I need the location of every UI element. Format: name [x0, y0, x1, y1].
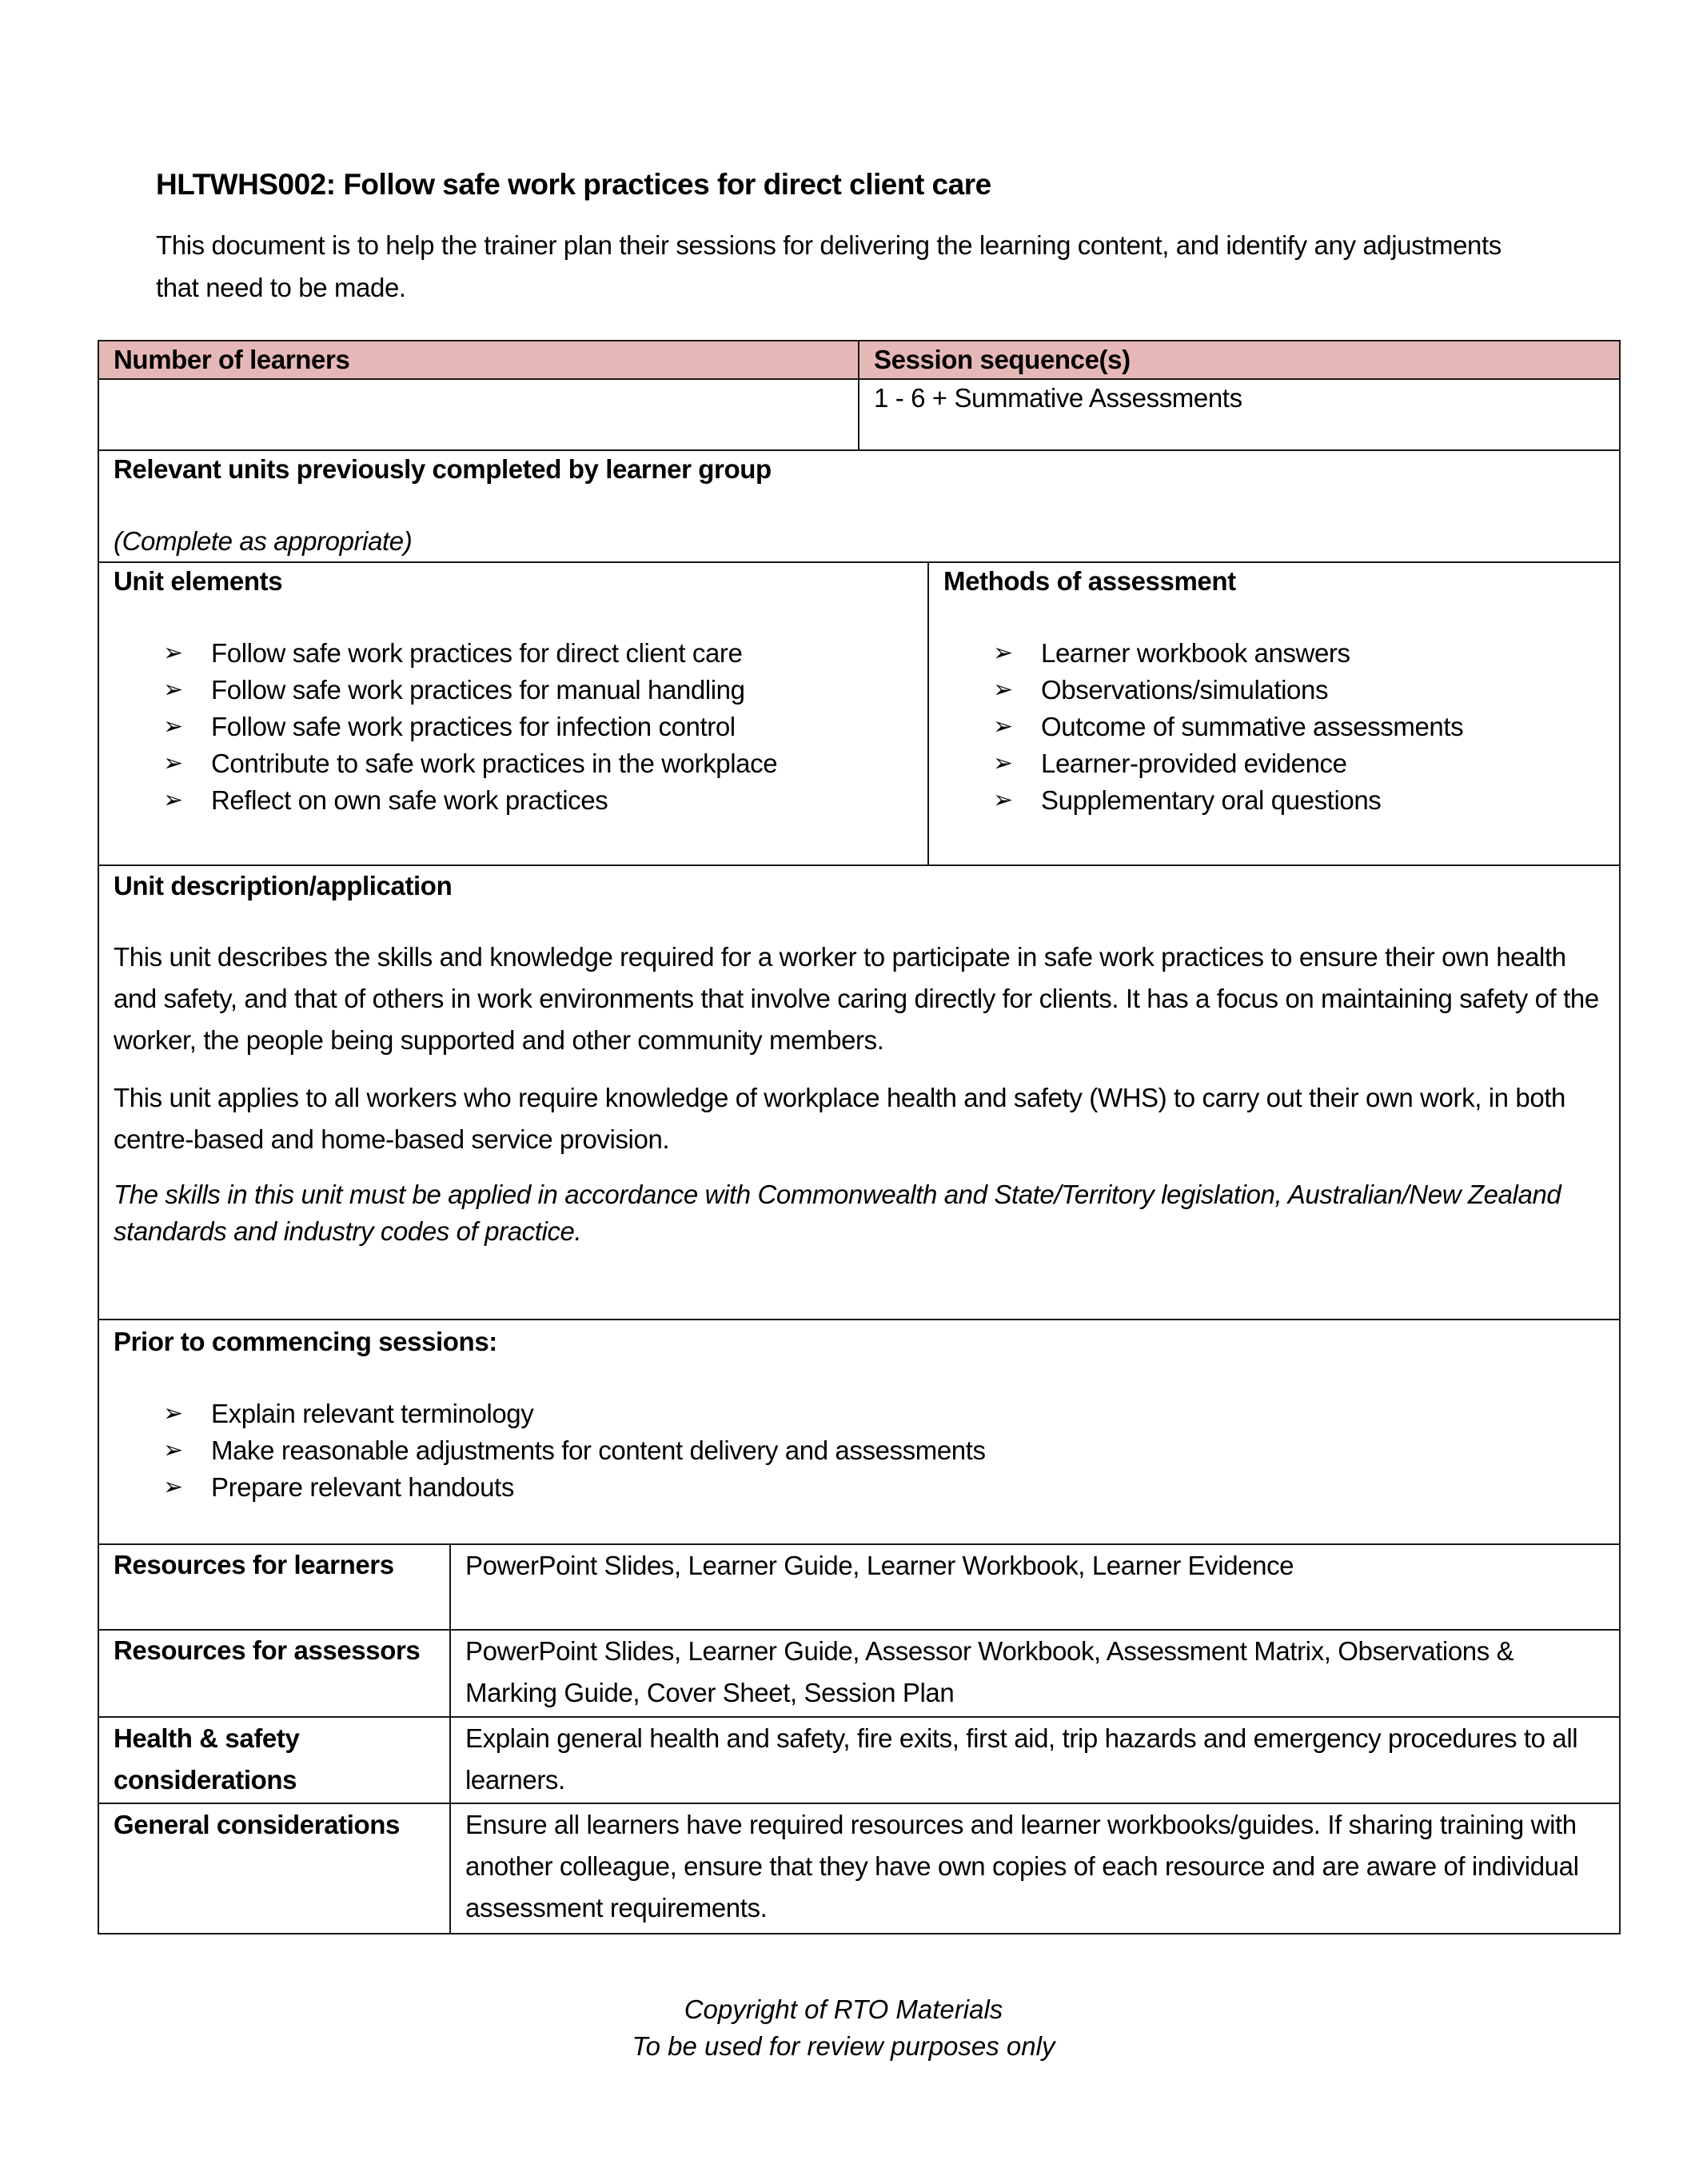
footer-review-note: To be used for review purposes only [632, 2031, 1055, 2061]
footer-copyright: Copyright of RTO Materials [684, 1994, 1003, 2024]
list-item: ➢ Follow safe work practices for manual handling [163, 672, 913, 709]
arrowhead-bullet-icon: ➢ [993, 713, 1013, 740]
methods-of-assessment-cell [928, 562, 1620, 865]
unit-elements-label: Unit elements [114, 566, 283, 596]
unit-description-paragraph-1: This unit describes the skills and knowledge required for a worker to participate in safe work practices to ensure their own health and safety, and that of others in work environments that involve caring directly for clients. It has a focus on maintaining safety of the worker, the people being supported and other community members. [114, 942, 1599, 1055]
arrowhead-bullet-icon: ➢ [993, 750, 1013, 777]
arrowhead-bullet-icon: ➢ [163, 677, 183, 703]
elements-assessment-row [98, 562, 1620, 865]
unit-description-cell [98, 865, 1620, 1320]
resources-learners-value: PowerPoint Slides, Learner Guide, Learner Workbook, Learner Evidence [450, 1544, 1620, 1630]
table-row-resources-assessors [98, 1630, 1620, 1717]
session-sequence-value: 1 - 6 + Summative Assessments [859, 379, 1620, 450]
list-item: ➢ Outcome of summative assessments [993, 709, 1605, 745]
methods-of-assessment-list [943, 635, 1605, 819]
prior-to-sessions-label: Prior to commencing sessions: [114, 1327, 497, 1356]
prior-to-sessions-row [98, 1320, 1620, 1544]
arrowhead-bullet-icon: ➢ [163, 713, 183, 740]
general-considerations-label: General considerations [98, 1803, 450, 1934]
list-item: ➢ Learner workbook answers [993, 635, 1605, 672]
list-item: ➢ Explain relevant terminology [163, 1395, 1605, 1432]
table-row [98, 379, 1620, 450]
table-row-resources-learners [98, 1544, 1620, 1630]
list-item: ➢ Observations/simulations [993, 672, 1605, 709]
health-safety-label: Health & safety considerations [98, 1717, 450, 1803]
unit-description-legislation-note: The skills in this unit must be applied in accordance with Commonwealth and State/Territory legislation, Australian/New Zealand standards and industry codes of practice. [114, 1180, 1561, 1246]
intro-text: This document is to help the trainer plan their sessions for delivering the learning content, and identify any adjustments that need to be made. [156, 230, 1502, 302]
arrowhead-bullet-icon: ➢ [163, 640, 183, 666]
list-item: ➢ Learner-provided evidence [993, 745, 1605, 782]
resources-assessors-label: Resources for assessors [98, 1630, 450, 1717]
document-title: HLTWHS002: Follow safe work practices for direct client care [156, 168, 991, 201]
list-item: ➢ Supplementary oral questions [993, 782, 1605, 819]
arrowhead-bullet-icon: ➢ [163, 787, 183, 813]
relevant-units-note: (Complete as appropriate) [114, 526, 413, 556]
resources-learners-label: Resources for learners [98, 1544, 450, 1630]
relevant-units-label: Relevant units previously completed by learner group [114, 454, 772, 484]
list-item: ➢ Contribute to safe work practices in the workplace [163, 745, 913, 782]
number-of-learners-value[interactable] [98, 379, 859, 450]
list-item: ➢ Follow safe work practices for infection control [163, 709, 913, 745]
health-safety-value: Explain general health and safety, fire exits, first aid, trip hazards and emergency procedures to all learners. [450, 1717, 1620, 1803]
prior-to-sessions-cell [98, 1320, 1620, 1544]
arrowhead-bullet-icon: ➢ [993, 640, 1013, 666]
prior-to-sessions-list [114, 1395, 1605, 1506]
arrowhead-bullet-icon: ➢ [993, 787, 1013, 813]
unit-description-paragraph-2: This unit applies to all workers who require knowledge of workplace health and safety (WHS) to carry out their own work, in both centre-based and home-based service provision. [114, 1083, 1566, 1154]
list-item: ➢ Prepare relevant handouts [163, 1469, 1605, 1506]
arrowhead-bullet-icon: ➢ [163, 1400, 183, 1427]
header-session-sequence: Session sequence(s) [859, 341, 1620, 379]
table-header-row [98, 341, 1620, 379]
session-plan-table [98, 340, 1621, 1934]
header-number-of-learners: Number of learners [98, 341, 859, 379]
methods-of-assessment-label: Methods of assessment [943, 566, 1236, 596]
footer [0, 1991, 1687, 2065]
table-row-general-considerations [98, 1803, 1620, 1934]
list-item: ➢ Reflect on own safe work practices [163, 782, 913, 819]
list-item: ➢ Make reasonable adjustments for content delivery and assessments [163, 1432, 1605, 1469]
unit-description-label: Unit description/application [114, 871, 453, 900]
resources-assessors-value: PowerPoint Slides, Learner Guide, Assessor Workbook, Assessment Matrix, Observations & Marking Guide, Cover Sheet, Session Plan [450, 1630, 1620, 1717]
table-row-health-safety [98, 1717, 1620, 1803]
general-considerations-value: Ensure all learners have required resources and learner workbooks/guides. If sharing training with another colleague, ensure that they have own copies of each resource and are aware of individual assessment requirements. [450, 1803, 1620, 1934]
arrowhead-bullet-icon: ➢ [163, 750, 183, 777]
unit-elements-cell [98, 562, 928, 865]
arrowhead-bullet-icon: ➢ [163, 1474, 183, 1500]
list-item: ➢ Follow safe work practices for direct client care [163, 635, 913, 672]
relevant-units-row [98, 450, 1620, 562]
unit-description-row [98, 865, 1620, 1320]
arrowhead-bullet-icon: ➢ [993, 677, 1013, 703]
unit-elements-list [114, 635, 913, 819]
arrowhead-bullet-icon: ➢ [163, 1437, 183, 1463]
